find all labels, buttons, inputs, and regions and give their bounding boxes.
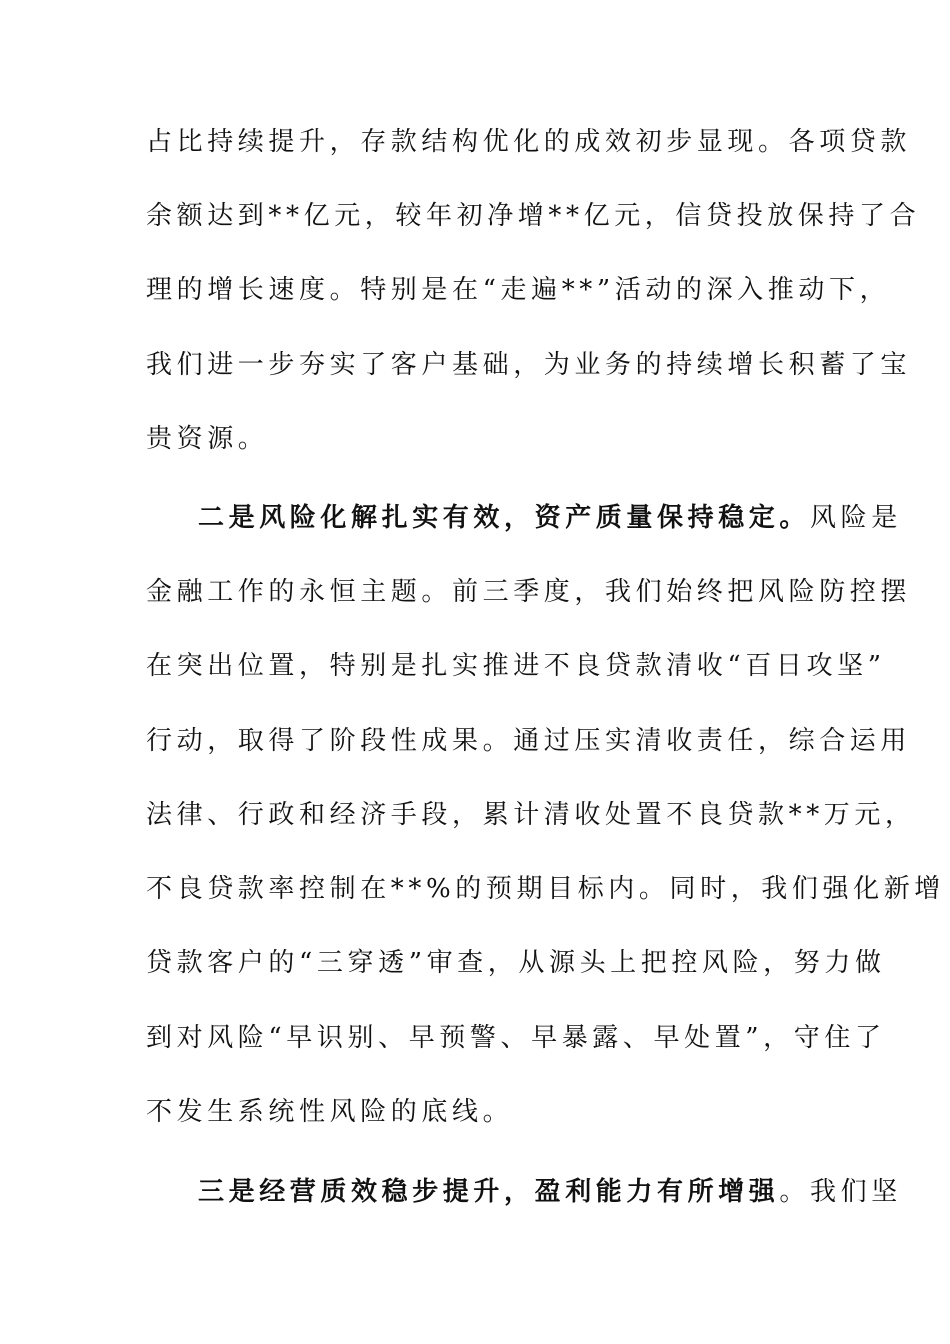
paragraph-2-line-5: 法律、行政和经济手段，累计清收处置不良贷款**万元， — [146, 800, 916, 830]
paragraph-2-line-4: 行动，取得了阶段性成果。通过压实清收责任，综合运用 — [146, 726, 912, 756]
paragraph-3-first-line-rest: 。我们坚 — [779, 1177, 902, 1207]
paragraph-2-line-8: 到对风险“早识别、早预警、早暴露、早处置”，守住了 — [146, 1023, 886, 1053]
paragraph-1-line-3: 理的增长速度。特别是在“走遍**”活动的深入推动下， — [146, 275, 891, 305]
paragraph-2-line-3: 在突出位置，特别是扎实推进不良贷款清收“百日攻坚” — [146, 651, 886, 681]
paragraph-2-line-6: 不良贷款率控制在**%的预期目标内。同时，我们强化新增 — [146, 874, 945, 904]
paragraph-2-line-9: 不发生系统性风险的底线。 — [146, 1097, 514, 1127]
paragraph-1-line-5: 贵资源。 — [146, 424, 269, 454]
paragraph-3-heading: 三是经营质效稳步提升，盈利能力有所增强 — [198, 1177, 780, 1207]
paragraph-3-first-line — [198, 1172, 902, 1212]
paragraph-1-line-4: 我们进一步夯实了客户基础，为业务的持续增长积蓄了宝 — [146, 350, 912, 380]
paragraph-2-line-2: 金融工作的永恒主题。前三季度，我们始终把风险防控摆 — [146, 577, 912, 607]
paragraph-2-line-7: 贷款客户的“三穿透”审查，从源头上把控风险，努力做 — [146, 948, 886, 978]
paragraph-1-line-1: 占比持续提升，存款结构优化的成效初步显现。各项贷款 — [146, 127, 912, 157]
paragraph-2-first-line-rest: 风险是 — [810, 503, 902, 533]
paragraph-1-line-2: 余额达到**亿元，较年初净增**亿元，信贷投放保持了合 — [146, 201, 921, 231]
paragraph-2-heading: 二是风险化解扎实有效，资产质量保持稳定。 — [198, 503, 811, 533]
paragraph-2-first-line — [198, 498, 902, 538]
